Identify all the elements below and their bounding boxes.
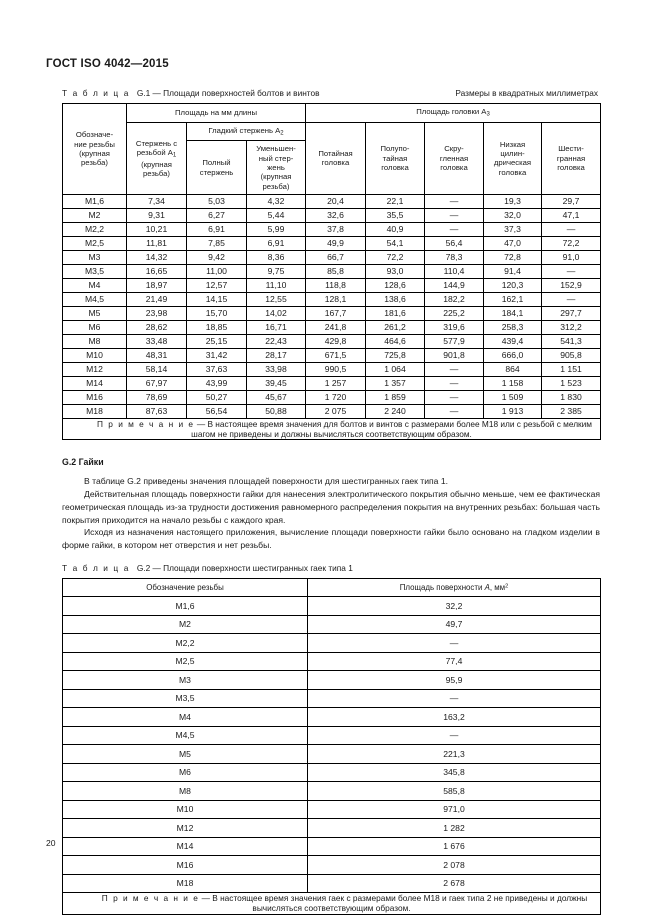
cell-value: 50,27 xyxy=(187,391,247,405)
cell-value: — xyxy=(425,405,484,419)
cell-thread-designation: M2,5 xyxy=(63,237,127,251)
table1-foot xyxy=(63,419,601,440)
cell-value: 10,21 xyxy=(127,223,187,237)
cell-value: 12,55 xyxy=(247,293,306,307)
table-row xyxy=(63,615,601,634)
th-reduced-rod: Уменьшен- ный стер- жень (крупная резьба) xyxy=(247,141,306,195)
cell-value: 72,2 xyxy=(542,237,601,251)
cell-value: 67,97 xyxy=(127,377,187,391)
cell-value: 2 075 xyxy=(306,405,366,419)
th2-surface-area: Площадь поверхности A, $мм^2$ xyxy=(308,578,601,597)
cell-value: — xyxy=(425,363,484,377)
cell-value: 901,8 xyxy=(425,349,484,363)
cell-value: 905,8 xyxy=(542,349,601,363)
th-hexagon-head: Шести- гранная головка xyxy=(542,122,601,195)
cell-thread-designation: M14 xyxy=(63,377,127,391)
cell-value: 666,0 xyxy=(484,349,542,363)
cell-value: 9,31 xyxy=(127,209,187,223)
table-row xyxy=(63,597,601,616)
table-row xyxy=(63,726,601,745)
cell-value: 184,1 xyxy=(484,307,542,321)
table1-caption-row xyxy=(46,88,600,98)
cell-value: 6,91 xyxy=(187,223,247,237)
cell-value: 182,2 xyxy=(425,293,484,307)
cell-value: 35,5 xyxy=(366,209,425,223)
cell-thread-designation: M2 xyxy=(63,615,308,634)
table-row xyxy=(63,763,601,782)
table1-head xyxy=(63,104,601,195)
table2-foot xyxy=(63,893,601,914)
cell-value: 1 720 xyxy=(306,391,366,405)
cell-value: 128,1 xyxy=(306,293,366,307)
cell-thread-designation: M4,5 xyxy=(63,293,127,307)
cell-value: — xyxy=(425,223,484,237)
cell-value: — xyxy=(425,209,484,223)
cell-thread-designation: M5 xyxy=(63,745,308,764)
document-standard-header: ГОСТ ISO 4042—2015 xyxy=(46,58,169,70)
cell-value: 77,4 xyxy=(308,652,601,671)
cell-value: 18,97 xyxy=(127,279,187,293)
cell-thread-designation: M10 xyxy=(63,800,308,819)
cell-value: 20,4 xyxy=(306,195,366,209)
cell-value: 163,2 xyxy=(308,708,601,727)
cell-value: 32,2 xyxy=(308,597,601,616)
cell-value: 1 257 xyxy=(306,377,366,391)
cell-value: 14,02 xyxy=(247,307,306,321)
th2-thread-designation: Обозначение резьбы xyxy=(63,578,308,597)
section-g2 xyxy=(46,457,600,551)
cell-thread-designation: M1,6 xyxy=(63,597,308,616)
table2-note-row xyxy=(63,893,601,914)
cell-value: 319,6 xyxy=(425,321,484,335)
cell-value: 5,99 xyxy=(247,223,306,237)
cell-value: 54,1 xyxy=(366,237,425,251)
table-row xyxy=(63,377,601,391)
cell-value: 2 240 xyxy=(366,405,425,419)
table-row xyxy=(63,321,601,335)
cell-value: 541,3 xyxy=(542,335,601,349)
th-group-head-area: Площадь головки $A_3$ xyxy=(306,104,601,123)
table-bolt-screw-areas xyxy=(62,103,601,440)
cell-thread-designation: M1,6 xyxy=(63,195,127,209)
cell-value: 1 357 xyxy=(366,377,425,391)
cell-thread-designation: M2,5 xyxy=(63,652,308,671)
th-thread-designation: Обозначе- ние резьбы (крупная резьба) xyxy=(63,104,127,195)
table-row xyxy=(63,856,601,875)
table-row xyxy=(63,391,601,405)
cell-value: 78,69 xyxy=(127,391,187,405)
table-row xyxy=(63,349,601,363)
table-row xyxy=(63,293,601,307)
table-row xyxy=(63,223,601,237)
cell-thread-designation: M16 xyxy=(63,391,127,405)
table-row xyxy=(63,195,601,209)
section-g2-heading: G.2 Гайки xyxy=(62,457,104,468)
cell-value: 28,17 xyxy=(247,349,306,363)
cell-value: 16,65 xyxy=(127,265,187,279)
table2-head xyxy=(63,578,601,597)
cell-thread-designation: M14 xyxy=(63,837,308,856)
cell-thread-designation: M3 xyxy=(63,251,127,265)
cell-value: 33,98 xyxy=(247,363,306,377)
cell-value: 5,44 xyxy=(247,209,306,223)
table-row xyxy=(63,745,601,764)
cell-value: 439,4 xyxy=(484,335,542,349)
cell-value: 2 678 xyxy=(308,874,601,893)
cell-value: 6,91 xyxy=(247,237,306,251)
table-row xyxy=(63,335,601,349)
cell-thread-designation: M6 xyxy=(63,763,308,782)
section-paragraph: Исходя из назначения настоящего приложения, вычисление площади поверхности гайки было основано на гладком изделии в форме гайки, в котором нет отверстия и нет резьбы. xyxy=(62,527,600,551)
table1-note-row xyxy=(63,419,601,440)
cell-value: 2 078 xyxy=(308,856,601,875)
cell-value: 990,5 xyxy=(306,363,366,377)
section-g2-body xyxy=(62,475,600,551)
table1-caption-label: Т а б л и ц а xyxy=(62,88,130,98)
cell-value: 25,15 xyxy=(187,335,247,349)
cell-value: 11,10 xyxy=(247,279,306,293)
cell-value: 241,8 xyxy=(306,321,366,335)
cell-thread-designation: M4,5 xyxy=(63,726,308,745)
table-row xyxy=(63,237,601,251)
cell-value: 78,3 xyxy=(425,251,484,265)
cell-value: 11,81 xyxy=(127,237,187,251)
cell-value: 40,9 xyxy=(366,223,425,237)
table-row xyxy=(63,652,601,671)
cell-value: 72,8 xyxy=(484,251,542,265)
table-row xyxy=(63,689,601,708)
cell-value: 72,2 xyxy=(366,251,425,265)
cell-value: — xyxy=(308,726,601,745)
cell-value: 85,8 xyxy=(306,265,366,279)
cell-value: 15,70 xyxy=(187,307,247,321)
table1-note-text: — В настоящее время значения для болтов и винтов с размерами более M18 или с резьбой с мелким шагом не приведены и должны вычисляться соответствующим образом. xyxy=(191,419,593,440)
page-content xyxy=(46,88,600,915)
table2-body xyxy=(63,597,601,893)
cell-value: 225,2 xyxy=(425,307,484,321)
cell-value: 167,7 xyxy=(306,307,366,321)
table-row xyxy=(63,251,601,265)
cell-thread-designation: M6 xyxy=(63,321,127,335)
cell-value: 725,8 xyxy=(366,349,425,363)
table-row xyxy=(63,307,601,321)
table-row xyxy=(63,819,601,838)
table2-caption-text: G.2 — Площади поверхности шестигранных гаек типа 1 xyxy=(136,562,353,573)
section-paragraph: В таблице G.2 приведены значения площадей поверхности для шестигранных гаек типа 1. xyxy=(84,476,449,487)
cell-value: 1 282 xyxy=(308,819,601,838)
table1-units-note: Размеры в квадратных миллиметрах xyxy=(455,88,598,98)
cell-value: 345,8 xyxy=(308,763,601,782)
cell-value: 14,15 xyxy=(187,293,247,307)
table1-note-cell xyxy=(63,419,601,440)
cell-value: — xyxy=(308,689,601,708)
cell-value: 22,1 xyxy=(366,195,425,209)
table1-caption-text: G.1 — Площади поверхностей болтов и винтов xyxy=(136,88,320,98)
cell-value: — xyxy=(308,634,601,653)
cell-value: 4,32 xyxy=(247,195,306,209)
cell-value: 47,1 xyxy=(542,209,601,223)
th-countersunk-head: Потайная головка xyxy=(306,122,366,195)
table2-caption xyxy=(46,563,600,573)
cell-value: 585,8 xyxy=(308,782,601,801)
cell-value: 1 523 xyxy=(542,377,601,391)
cell-value: 152,9 xyxy=(542,279,601,293)
cell-value: 91,0 xyxy=(542,251,601,265)
cell-value: 9,42 xyxy=(187,251,247,265)
cell-value: 5,03 xyxy=(187,195,247,209)
cell-value: 864 xyxy=(484,363,542,377)
cell-value: 21,49 xyxy=(127,293,187,307)
cell-value: 261,2 xyxy=(366,321,425,335)
cell-value: 87,63 xyxy=(127,405,187,419)
cell-value: 19,3 xyxy=(484,195,542,209)
cell-value: 144,9 xyxy=(425,279,484,293)
table-row xyxy=(63,671,601,690)
cell-value: 7,85 xyxy=(187,237,247,251)
cell-thread-designation: M8 xyxy=(63,335,127,349)
cell-value: 58,14 xyxy=(127,363,187,377)
cell-value: 8,36 xyxy=(247,251,306,265)
cell-value: 7,34 xyxy=(127,195,187,209)
table-row xyxy=(63,265,601,279)
th-semi-countersunk-head: Полупо- тайная головка xyxy=(366,122,425,195)
cell-value: — xyxy=(425,195,484,209)
cell-value: 43,99 xyxy=(187,377,247,391)
cell-value: — xyxy=(425,377,484,391)
cell-value: 1 509 xyxy=(484,391,542,405)
table1-note-label: П р и м е ч а н и е xyxy=(97,419,195,430)
cell-value: 23,98 xyxy=(127,307,187,321)
cell-value: 120,3 xyxy=(484,279,542,293)
cell-value: 37,8 xyxy=(306,223,366,237)
th-group-area-per-mm: Площадь на мм длины xyxy=(127,104,306,123)
table2-note-label: П р и м е ч а н и е xyxy=(101,893,200,904)
cell-value: 221,3 xyxy=(308,745,601,764)
cell-thread-designation: M3,5 xyxy=(63,689,308,708)
cell-thread-designation: M3,5 xyxy=(63,265,127,279)
table-row xyxy=(63,209,601,223)
table1-header-row-2 xyxy=(63,122,601,141)
cell-value: 50,88 xyxy=(247,405,306,419)
table-row xyxy=(63,363,601,377)
cell-value: 47,0 xyxy=(484,237,542,251)
cell-value: 16,71 xyxy=(247,321,306,335)
cell-value: 33,48 xyxy=(127,335,187,349)
cell-thread-designation: M2 xyxy=(63,209,127,223)
table-row xyxy=(63,837,601,856)
cell-value: 95,9 xyxy=(308,671,601,690)
cell-value: 49,9 xyxy=(306,237,366,251)
cell-value: 37,63 xyxy=(187,363,247,377)
cell-value: 671,5 xyxy=(306,349,366,363)
cell-value: 11,00 xyxy=(187,265,247,279)
cell-value: 110,4 xyxy=(425,265,484,279)
table-row xyxy=(63,782,601,801)
cell-value: 6,27 xyxy=(187,209,247,223)
cell-thread-designation: M16 xyxy=(63,856,308,875)
table2-header-row xyxy=(63,578,601,597)
cell-value: 37,3 xyxy=(484,223,542,237)
th-low-cylindrical-head: Низкая цилин- дрическая головка xyxy=(484,122,542,195)
cell-value: 577,9 xyxy=(425,335,484,349)
cell-value: — xyxy=(542,223,601,237)
cell-value: 66,7 xyxy=(306,251,366,265)
cell-value: — xyxy=(425,391,484,405)
table-row xyxy=(63,634,601,653)
cell-value: 93,0 xyxy=(366,265,425,279)
cell-value: 39,45 xyxy=(247,377,306,391)
th-threaded-rod: Стержень с резьбой $A_1$ (крупная резьба) xyxy=(127,122,187,195)
cell-value: 297,7 xyxy=(542,307,601,321)
table-nut-areas xyxy=(62,578,601,915)
cell-value: 32,0 xyxy=(484,209,542,223)
cell-value: 32,6 xyxy=(306,209,366,223)
cell-value: 1 158 xyxy=(484,377,542,391)
cell-value: 22,43 xyxy=(247,335,306,349)
cell-value: 258,3 xyxy=(484,321,542,335)
table-row xyxy=(63,708,601,727)
th-group-smooth-rod: Гладкий стержень $A_2$ xyxy=(187,122,306,141)
cell-value: 118,8 xyxy=(306,279,366,293)
cell-value: 429,8 xyxy=(306,335,366,349)
cell-value: 1 830 xyxy=(542,391,601,405)
table-row xyxy=(63,874,601,893)
th-rounded-head: Скру- гленная головка xyxy=(425,122,484,195)
cell-value: 1 859 xyxy=(366,391,425,405)
cell-value: 1 064 xyxy=(366,363,425,377)
cell-value: 464,6 xyxy=(366,335,425,349)
cell-thread-designation: M5 xyxy=(63,307,127,321)
cell-thread-designation: M4 xyxy=(63,279,127,293)
table2-note-cell xyxy=(63,893,601,914)
section-paragraph: Действительная площадь поверхности гайки для нанесения электролитического покрытия обычно меньше, чем ее фактическая геометрическая площадь из-за трудности достижения равномерного распределения покрытия на внутренних резьбах: большая часть покрытия приходится на начало резьбы с каждого края. xyxy=(62,489,600,525)
cell-thread-designation: M4 xyxy=(63,708,308,727)
th-full-rod: Полный стержень xyxy=(187,141,247,195)
table2-caption-label: Т а б л и ц а xyxy=(62,562,130,573)
cell-value: 162,1 xyxy=(484,293,542,307)
cell-value: 48,31 xyxy=(127,349,187,363)
cell-value: — xyxy=(542,265,601,279)
cell-value: 128,6 xyxy=(366,279,425,293)
cell-value: 12,57 xyxy=(187,279,247,293)
cell-value: 1 151 xyxy=(542,363,601,377)
cell-value: — xyxy=(542,293,601,307)
cell-value: 29,7 xyxy=(542,195,601,209)
cell-value: 49,7 xyxy=(308,615,601,634)
cell-value: 1 913 xyxy=(484,405,542,419)
cell-value: 312,2 xyxy=(542,321,601,335)
cell-thread-designation: M12 xyxy=(63,819,308,838)
cell-value: 1 676 xyxy=(308,837,601,856)
table-row xyxy=(63,800,601,819)
cell-thread-designation: M18 xyxy=(63,874,308,893)
cell-value: 2 385 xyxy=(542,405,601,419)
cell-thread-designation: M18 xyxy=(63,405,127,419)
cell-value: 181,6 xyxy=(366,307,425,321)
cell-value: 45,67 xyxy=(247,391,306,405)
cell-value: 56,54 xyxy=(187,405,247,419)
cell-thread-designation: M8 xyxy=(63,782,308,801)
table1-header-row-1 xyxy=(63,104,601,123)
cell-value: 14,32 xyxy=(127,251,187,265)
cell-value: 91,4 xyxy=(484,265,542,279)
table1-caption xyxy=(62,88,320,98)
table-row xyxy=(63,279,601,293)
page-number: 20 xyxy=(46,838,56,848)
cell-thread-designation: M3 xyxy=(63,671,308,690)
table2-note-text: — В настоящее время значения гаек с размерами более M18 и гаек типа 2 не приведены и должны вычисляться соответствующим образом. xyxy=(201,893,588,914)
table1-body xyxy=(63,195,601,419)
table-row xyxy=(63,405,601,419)
cell-value: 9,75 xyxy=(247,265,306,279)
cell-value: 971,0 xyxy=(308,800,601,819)
cell-value: 56,4 xyxy=(425,237,484,251)
cell-value: 28,62 xyxy=(127,321,187,335)
cell-thread-designation: M2,2 xyxy=(63,634,308,653)
cell-value: 18,85 xyxy=(187,321,247,335)
cell-thread-designation: M12 xyxy=(63,363,127,377)
cell-thread-designation: M2,2 xyxy=(63,223,127,237)
cell-value: 138,6 xyxy=(366,293,425,307)
cell-thread-designation: M10 xyxy=(63,349,127,363)
cell-value: 31,42 xyxy=(187,349,247,363)
